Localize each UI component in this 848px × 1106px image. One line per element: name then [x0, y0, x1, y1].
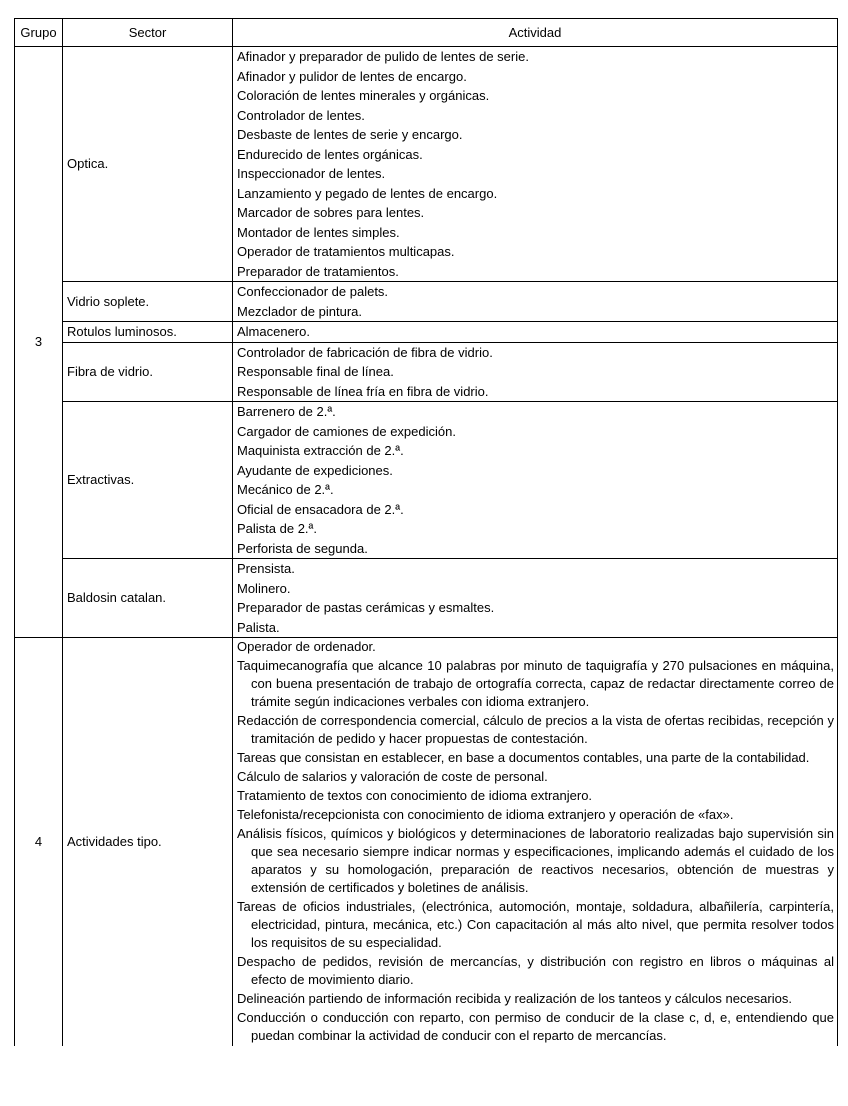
activity-item: Afinador y pulidor de lentes de encargo. — [237, 68, 467, 84]
activity-item: Conducción o conducción con reparto, con permiso de conducir de la clase c, d, e, entendiendo que puedan combinar la actividad de conducir con el reparto de mercancías. — [237, 1010, 834, 1043]
activity-cell — [233, 638, 838, 1047]
table-row — [15, 559, 838, 638]
activity-item: Operador de ordenador. — [237, 639, 376, 654]
header-grupo: Grupo — [15, 19, 63, 47]
activity-item: Telefonista/recepcionista con conocimiento de idioma extranjero y operación de «fax». — [237, 807, 734, 822]
activity-item: Operador de tratamientos multicapas. — [237, 244, 455, 259]
activity-item: Palista de 2.ª. — [237, 521, 317, 536]
activity-item: Endurecido de lentes orgánicas. — [237, 146, 423, 162]
activity-cell — [233, 402, 838, 559]
activity-item: Palista. — [237, 619, 280, 635]
activity-cell — [233, 47, 838, 282]
sector-cell: Baldosin catalan. — [63, 559, 233, 638]
sector-cell: Actividades tipo. — [63, 638, 233, 1047]
sector-cell: Extractivas. — [63, 402, 233, 559]
table-row — [15, 402, 838, 559]
activity-cell — [233, 342, 838, 402]
activity-item: Análisis físicos, químicos y biológicos y determinaciones de laboratorio realizadas bajo supervisión sin que sea necesario siempre indicar normas y especificaciones, implicando además el cuidado de los aparatos y su homologación, preparación de reactivos necesarios, obtención de muestras y extensión de certificados y boletines de análisis. — [237, 826, 834, 895]
activity-cell — [233, 322, 838, 343]
activity-item: Perforista de segunda. — [237, 540, 368, 556]
activity-item: Controlador de lentes. — [237, 107, 365, 123]
activity-item: Mecánico de 2.ª. — [237, 482, 334, 497]
activity-item: Preparador de tratamientos. — [237, 263, 399, 279]
activity-item: Taquimecanografía que alcance 10 palabras por minuto de taquigrafía y 270 pulsaciones en máquina, con buena presentación de trabajo de ortografía correcta, capaz de redactar directamente correo de trámite según indicaciones verbales con idioma extranjero. — [237, 658, 834, 709]
grupo-cell: 4 — [15, 638, 63, 1047]
activity-item: Responsable final de línea. — [237, 364, 394, 379]
activity-item: Coloración de lentes minerales y orgánicas. — [237, 88, 490, 103]
activity-item: Lanzamiento y pegado de lentes de encargo. — [237, 185, 498, 201]
activity-cell — [233, 282, 838, 322]
sector-cell: Vidrio soplete. — [63, 282, 233, 322]
activity-item: Barrenero de 2.ª. — [237, 404, 336, 419]
activity-item: Inspeccionador de lentes. — [237, 166, 386, 181]
activity-item: Responsable de línea fría en fibra de vidrio. — [237, 383, 489, 399]
table-row — [15, 638, 838, 1047]
header-actividad: Actividad — [233, 19, 838, 47]
activity-cell — [233, 559, 838, 638]
activity-item: Confeccionador de palets. — [237, 284, 389, 299]
activity-item: Cálculo de salarios y valoración de coste de personal. — [237, 769, 548, 784]
sector-cell: Fibra de vidrio. — [63, 342, 233, 402]
activity-item: Delineación partiendo de información recibida y realización de los tanteos y cálculos necesarios. — [237, 991, 792, 1006]
activity-item: Tareas que consistan en establecer, en base a documentos contables, una parte de la contabilidad. — [237, 750, 810, 765]
table-row — [15, 342, 838, 402]
activity-item: Controlador de fabricación de fibra de vidrio. — [237, 344, 493, 360]
activity-item: Desbaste de lentes de serie y encargo. — [237, 127, 463, 142]
activity-item: Despacho de pedidos, revisión de mercancías, y distribución con registro en libros o máquinas al efecto de movimiento diario. — [237, 954, 834, 987]
document-page — [14, 18, 837, 1046]
table-row — [15, 282, 838, 322]
header-row — [15, 19, 838, 47]
activity-item: Mezclador de pintura. — [237, 303, 363, 319]
table-row — [15, 322, 838, 343]
activity-item: Oficial de ensacadora de 2.ª. — [237, 501, 404, 517]
activity-item: Preparador de pastas cerámicas y esmaltes. — [237, 600, 495, 615]
sector-cell: Optica. — [63, 47, 233, 282]
activity-item: Tareas de oficios industriales, (electrónica, automoción, montaje, soldadura, albañilería, carpintería, electricidad, pintura, mecánica, etc.) Con capacitación al más alto nivel, que permita resolver todos los requisitos de su especialidad. — [237, 899, 834, 950]
activity-item: Prensista. — [237, 561, 295, 576]
sector-cell: Rotulos luminosos. — [63, 322, 233, 343]
activity-item: Cargador de camiones de expedición. — [237, 423, 456, 439]
activities-table — [14, 18, 838, 1046]
activity-item: Ayudante de expediciones. — [237, 462, 393, 478]
activity-item: Maquinista extracción de 2.ª. — [237, 443, 404, 458]
activity-item: Afinador y preparador de pulido de lentes de serie. — [237, 49, 529, 64]
table-row — [15, 47, 838, 282]
header-sector: Sector — [63, 19, 233, 47]
activity-item: Montador de lentes simples. — [237, 224, 400, 240]
activity-item: Tratamiento de textos con conocimiento de idioma extranjero. — [237, 788, 593, 803]
activity-item: Molinero. — [237, 580, 291, 596]
grupo-cell: 3 — [15, 47, 63, 638]
activity-item: Marcador de sobres para lentes. — [237, 205, 425, 220]
activity-item: Redacción de correspondencia comercial, cálculo de precios a la vista de ofertas recibidas, recepción y tramitación de pedido y hacer propuestas de contestación. — [237, 713, 834, 746]
activity-item: Almacenero. — [237, 324, 310, 339]
